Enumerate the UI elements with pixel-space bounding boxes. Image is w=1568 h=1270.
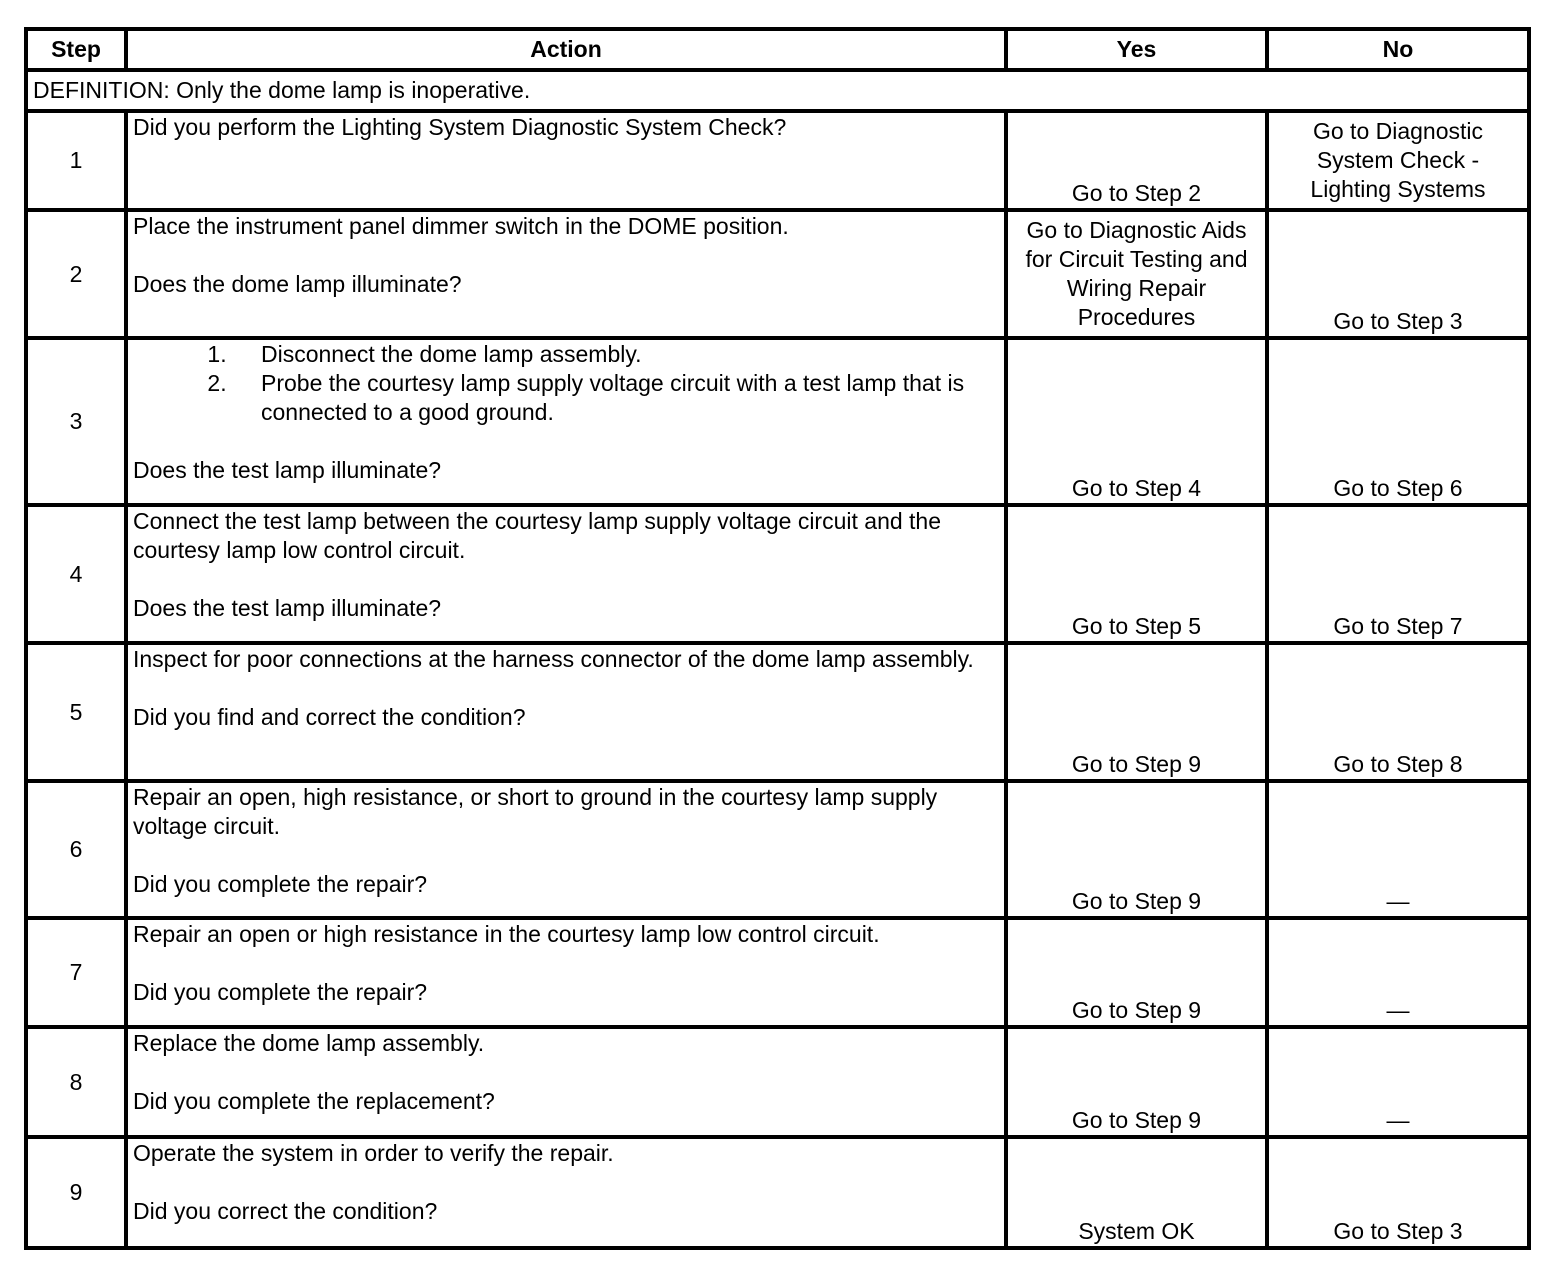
action-text: Place the instrument panel dimmer switch in the DOME position. <box>133 213 789 239</box>
no-cell: — <box>1267 918 1529 1027</box>
yes-line: for Circuit Testing and <box>1025 246 1248 272</box>
table-row <box>26 111 1529 210</box>
no-cell: Go to Step 8 <box>1267 643 1529 781</box>
table-row <box>26 918 1529 1027</box>
action-cell <box>126 1027 1006 1137</box>
header-step: Step <box>26 29 126 70</box>
table-row <box>26 505 1529 643</box>
action-text: Repair an open or high resistance in the courtesy lamp low control circuit. <box>133 921 880 947</box>
question-text: Did you correct the condition? <box>133 1198 438 1224</box>
definition-row <box>26 70 1529 111</box>
no-cell: Go to Step 7 <box>1267 505 1529 643</box>
step-number: 7 <box>26 918 126 1027</box>
no-line: System Check - <box>1316 147 1480 173</box>
step-number: 3 <box>26 338 126 505</box>
yes-line: Procedures <box>1077 304 1196 330</box>
header-action: Action <box>126 29 1006 70</box>
yes-cell: Go to Step 9 <box>1006 1027 1267 1137</box>
action-text: Did you perform the Lighting System Diagnostic System Check? <box>133 114 787 140</box>
yes-line: Go to Diagnostic Aids <box>1026 217 1247 243</box>
substep-item: 2. Probe the courtesy lamp supply voltage circuit with a test lamp that is connected to a good ground. <box>233 369 999 427</box>
action-text: Inspect for poor connections at the harness connector of the dome lamp assembly. <box>133 646 974 672</box>
substep-list <box>133 340 999 427</box>
step-number: 4 <box>26 505 126 643</box>
table-row <box>26 781 1529 918</box>
step-number: 8 <box>26 1027 126 1137</box>
no-cell: Go to Step 6 <box>1267 338 1529 505</box>
table-row <box>26 210 1529 338</box>
question-text: Did you find and correct the condition? <box>133 704 526 730</box>
action-text: Replace the dome lamp assembly. <box>133 1030 485 1056</box>
action-cell <box>126 338 1006 505</box>
action-cell <box>126 111 1006 210</box>
question-text: Did you complete the repair? <box>133 979 428 1005</box>
table-row <box>26 338 1529 505</box>
header-no: No <box>1267 29 1529 70</box>
question-text: Does the test lamp illuminate? <box>133 595 442 621</box>
action-cell <box>126 1137 1006 1248</box>
yes-cell: Go to Step 9 <box>1006 918 1267 1027</box>
no-cell: — <box>1267 781 1529 918</box>
question-text: Does the dome lamp illuminate? <box>133 271 462 297</box>
no-line: Lighting Systems <box>1310 176 1486 202</box>
question-text: Did you complete the replacement? <box>133 1088 495 1114</box>
yes-cell: System OK <box>1006 1137 1267 1248</box>
table-row <box>26 643 1529 781</box>
action-cell <box>126 505 1006 643</box>
step-number: 5 <box>26 643 126 781</box>
question-text: Did you complete the repair? <box>133 871 428 897</box>
no-cell: — <box>1267 1027 1529 1137</box>
action-cell <box>126 781 1006 918</box>
step-number: 2 <box>26 210 126 338</box>
header-row <box>26 29 1529 70</box>
no-line: Go to Diagnostic <box>1312 118 1484 144</box>
substep-item: 1. Disconnect the dome lamp assembly. <box>233 340 999 369</box>
definition-text: DEFINITION: Only the dome lamp is inoperative. <box>26 70 1529 111</box>
action-cell <box>126 210 1006 338</box>
yes-cell: Go to Step 9 <box>1006 781 1267 918</box>
action-cell <box>126 918 1006 1027</box>
action-text: Connect the test lamp between the courtesy lamp supply voltage circuit and the courtesy lamp low control circuit. <box>133 508 942 563</box>
yes-cell: Go to Step 4 <box>1006 338 1267 505</box>
diagnostic-table <box>24 27 1531 1250</box>
yes-cell <box>1006 210 1267 338</box>
no-cell: Go to Step 3 <box>1267 210 1529 338</box>
step-number: 9 <box>26 1137 126 1248</box>
header-yes: Yes <box>1006 29 1267 70</box>
action-text: Operate the system in order to verify the repair. <box>133 1140 614 1166</box>
no-cell: Go to Step 3 <box>1267 1137 1529 1248</box>
no-cell <box>1267 111 1529 210</box>
step-number: 1 <box>26 111 126 210</box>
table-row <box>26 1137 1529 1248</box>
action-cell <box>126 643 1006 781</box>
table-row <box>26 1027 1529 1137</box>
step-number: 6 <box>26 781 126 918</box>
yes-line: Wiring Repair <box>1066 275 1207 301</box>
question-text: Does the test lamp illuminate? <box>133 457 442 483</box>
yes-cell: Go to Step 5 <box>1006 505 1267 643</box>
yes-cell: Go to Step 9 <box>1006 643 1267 781</box>
action-text: Repair an open, high resistance, or short to ground in the courtesy lamp supply voltage circuit. <box>133 784 938 839</box>
yes-cell: Go to Step 2 <box>1006 111 1267 210</box>
